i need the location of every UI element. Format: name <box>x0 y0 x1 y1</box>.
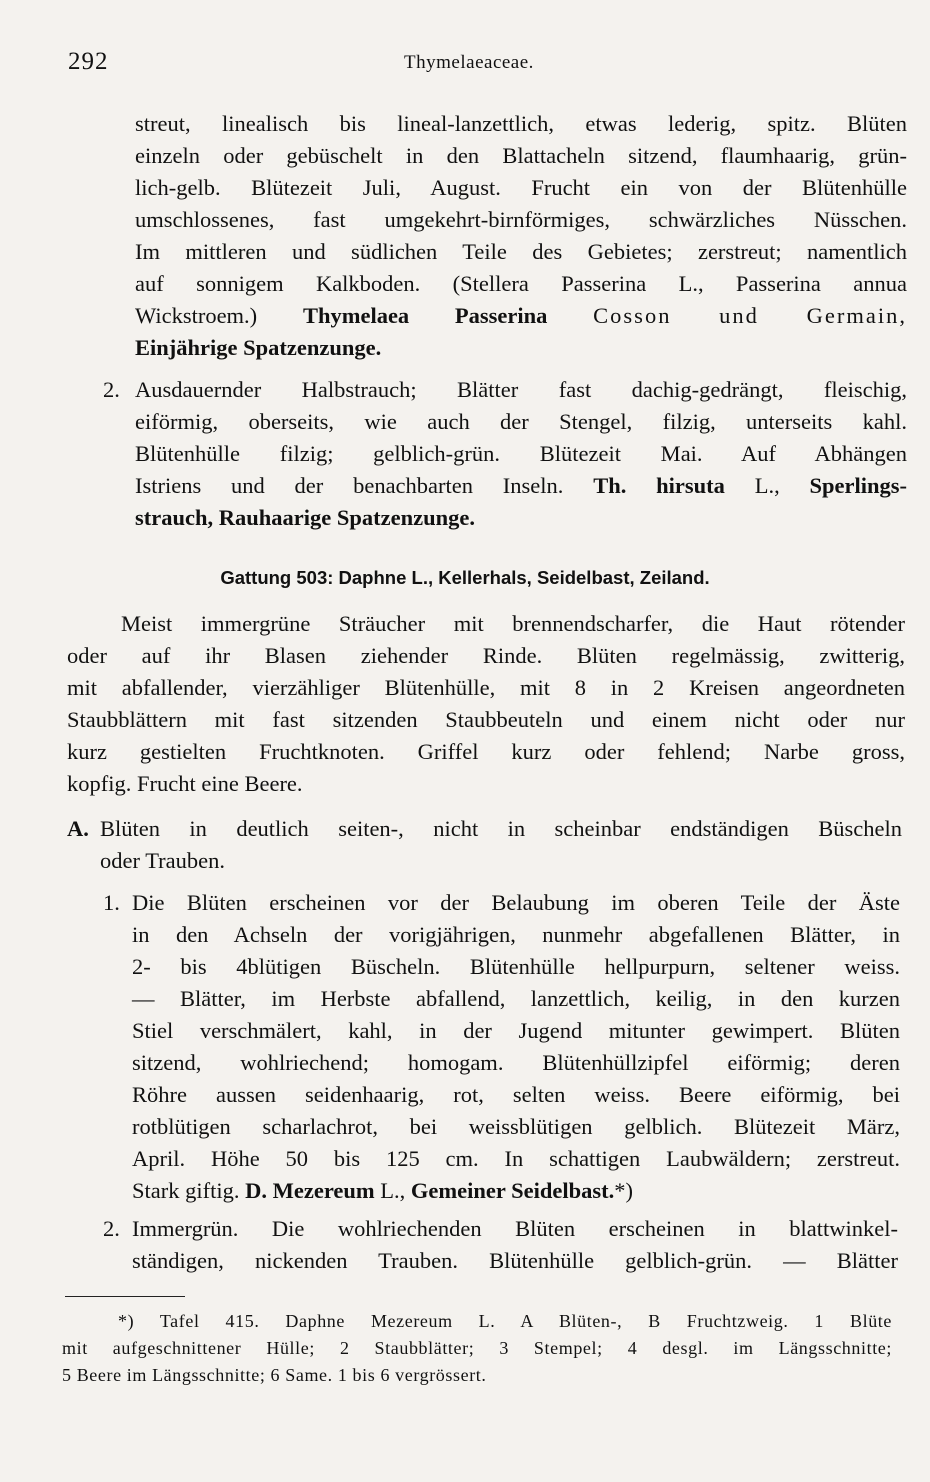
text-line: Staubblättern mit fast sitzenden Staubbeuteln und einem nicht oder nur <box>67 707 905 732</box>
synonym-text: Wickstroem.) <box>135 303 258 328</box>
text-line: oder Trauben. <box>100 848 225 873</box>
passerina-paragraph <box>135 108 907 364</box>
text-line <box>135 502 907 534</box>
common-name: Gemeiner Seidelbast. <box>410 1178 615 1203</box>
text-line: streut, linealisch bis lineal-lanzettlich, etwas lederig, spitz. Blüten <box>135 111 907 136</box>
laureola-paragraph <box>132 1213 898 1277</box>
common-name: Sperlings- <box>809 473 908 498</box>
key-a-text <box>100 813 902 877</box>
locality-text: Istriens und der benachbarten Inseln. <box>135 473 564 498</box>
text-line <box>135 300 907 332</box>
footnote-divider <box>65 1296 185 1297</box>
mezereum-paragraph <box>132 887 900 1207</box>
species-author: L., <box>380 1178 406 1203</box>
common-name: strauch, Rauhaarige Spatzenzunge. <box>135 505 476 530</box>
hirsuta-paragraph <box>135 374 907 534</box>
text-line: 2- bis 4blütigen Büscheln. Blütenhülle hellpurpurn, seltener weiss. <box>132 954 900 979</box>
text-line: einzeln oder gebüschelt in den Blattacheln sitzend, flaumhaarig, grün- <box>135 143 907 168</box>
footnote-reference[interactable]: *) <box>614 1178 633 1203</box>
species-name: Thymelaea Passerina <box>302 303 548 328</box>
footnote-line: mit aufgeschnittener Hülle; 2 Staubblätter; 3 Stempel; 4 desgl. im Längsschnitte; <box>62 1338 892 1358</box>
text-line <box>135 470 907 502</box>
text-line: sitzend, wohlriechend; homogam. Blütenhüllzipfel eiförmig; deren <box>132 1050 900 1075</box>
footnote <box>62 1308 892 1389</box>
text-line: mit abfallender, vierzähliger Blütenhülle, mit 8 in 2 Kreisen angeordneten <box>67 675 905 700</box>
text-line: — Blätter, im Herbste abfallend, lanzettlich, keilig, in den kurzen <box>132 986 900 1011</box>
text-line: Meist immergrüne Sträucher mit brennendscharfer, die Haut rötender <box>121 611 905 636</box>
footnote-line: 5 Beere im Längsschnitte; 6 Same. 1 bis 6 vergrössert. <box>62 1365 487 1385</box>
genus-heading: Gattung 503: Daphne L., Kellerhals, Seidelbast, Zeiland. <box>220 567 710 588</box>
text-line: auf sonnigem Kalkboden. (Stellera Passerina L., Passerina annua <box>135 271 907 296</box>
text-line <box>132 1175 900 1207</box>
text-line: oder auf ihr Blasen ziehender Rinde. Blüten regelmässig, zwitterig, <box>67 643 905 668</box>
running-head: Thymelaeaceae. <box>404 52 534 73</box>
text-line <box>135 332 907 364</box>
toxicity-text: Stark giftig. <box>132 1178 240 1203</box>
text-line: Im mittleren und südlichen Teile des Gebietes; zerstreut; namentlich <box>135 239 907 264</box>
text-line: rotblütigen scharlachrot, bei weissblütigen gelblich. Blütezeit März, <box>132 1114 900 1139</box>
page-number: 292 <box>68 48 109 75</box>
text-line: umschlossenes, fast umgekehrt-birnförmiges, schwärzliches Nüsschen. <box>135 207 907 232</box>
text-line: ständigen, nickenden Trauben. Blütenhülle gelblich-grün. — Blätter <box>132 1248 898 1273</box>
text-line: lich-gelb. Blütezeit Juli, August. Frucht ein von der Blütenhülle <box>135 175 907 200</box>
species-name: D. Mezereum <box>245 1178 375 1203</box>
text-line: Stiel verschmälert, kahl, in der Jugend mitunter gewimpert. Blüten <box>132 1018 900 1043</box>
footnote-line: *) Tafel 415. Daphne Mezereum L. A Blüten-, B Fruchtzweig. 1 Blüte <box>118 1311 892 1331</box>
text-line: eiförmig, oberseits, wie auch der Stengel, filzig, unterseits kahl. <box>135 409 907 434</box>
common-name: Einjährige Spatzenzunge. <box>135 335 382 360</box>
key-number: 2. <box>103 1216 120 1241</box>
species-author: L., <box>754 473 780 498</box>
text-line: in den Achseln der vorigjährigen, nunmehr abgefallenen Blätter, in <box>132 922 900 947</box>
text-line: Die Blüten erscheinen vor der Belaubung im oberen Teile der Äste <box>132 890 900 915</box>
text-line: kopfig. Frucht eine Beere. <box>67 771 303 796</box>
text-line: Ausdauernder Halbstrauch; Blätter fast dachig-gedrängt, fleischig, <box>135 377 907 402</box>
text-line: April. Höhe 50 bis 125 cm. In schattigen Laubwäldern; zerstreut. <box>132 1146 900 1171</box>
key-number: 1. <box>103 890 120 915</box>
text-line: Röhre aussen seidenhaarig, rot, selten weiss. Beere eiförmig, bei <box>132 1082 900 1107</box>
text-line: Immergrün. Die wohlriechenden Blüten erscheinen in blattwinkel- <box>132 1216 898 1241</box>
text-line: Blüten in deutlich seiten-, nicht in scheinbar endständigen Büscheln <box>100 816 902 841</box>
key-number: 2. <box>103 377 120 402</box>
page-header <box>68 48 870 78</box>
text-line: kurz gestielten Fruchtknoten. Griffel kurz oder fehlend; Narbe gross, <box>67 739 905 764</box>
text-line: Blütenhülle filzig; gelblich-grün. Blütezeit Mai. Auf Abhängen <box>135 441 907 466</box>
key-label: A. <box>67 816 89 841</box>
genus-description <box>67 608 905 800</box>
species-author: Cosson und Germain, <box>593 303 908 328</box>
species-name: Th. hirsuta <box>593 473 725 498</box>
